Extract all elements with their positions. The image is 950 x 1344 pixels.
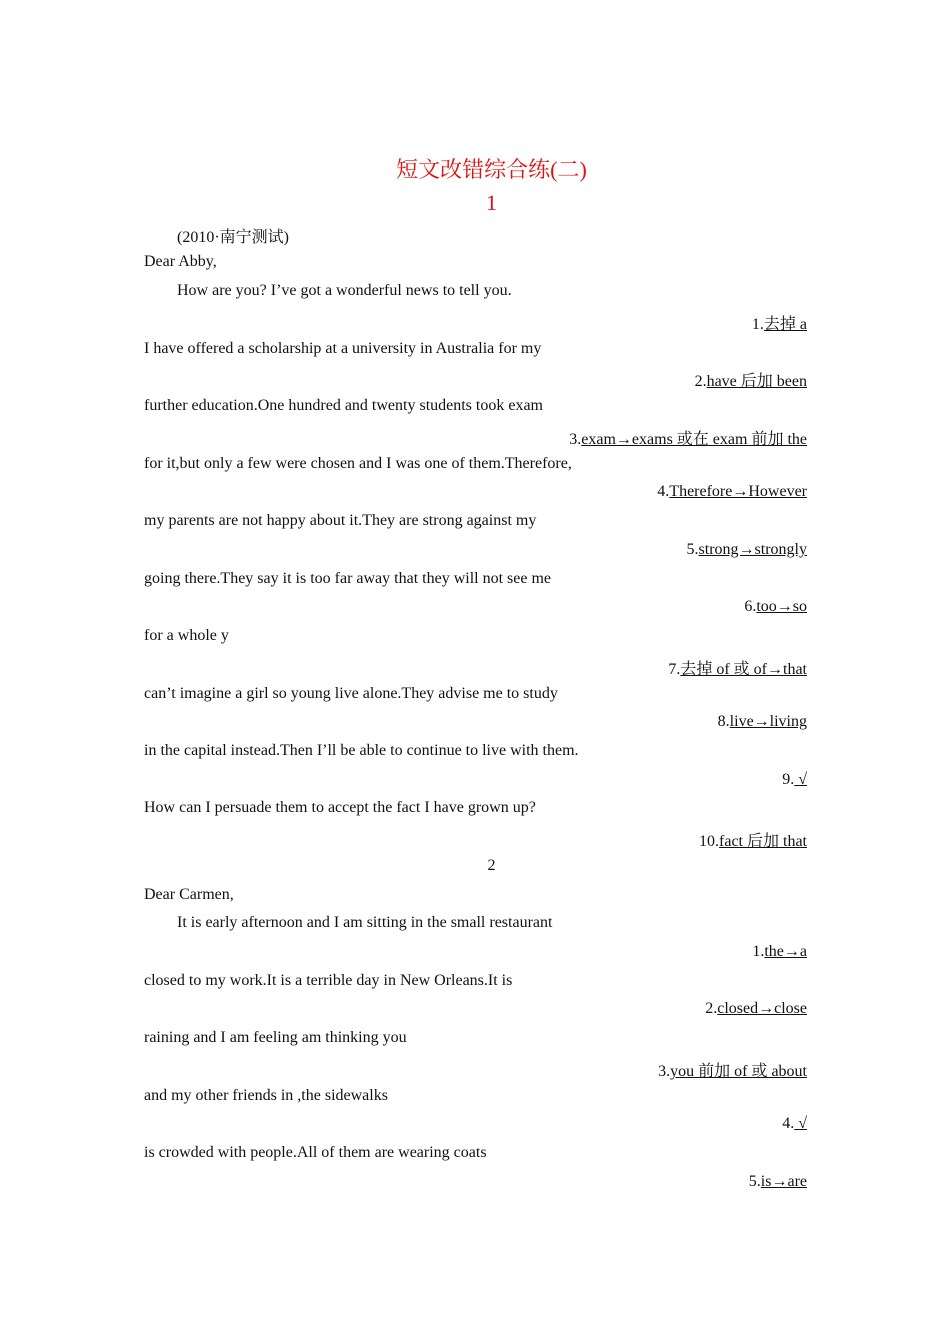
text-line: further education.One hundred and twenty students took exam	[144, 397, 543, 414]
answer-item: 4. √	[782, 1115, 807, 1132]
source-note: (2010·南宁测试)	[177, 229, 289, 246]
text-line: for it,but only a few were chosen and I was one of them.Therefore,	[144, 455, 572, 472]
text-line: closed to my work.It is a terrible day in New Orleans.It is	[144, 972, 513, 989]
text-line: going there.They say it is too far away that they will not see me	[144, 570, 551, 587]
answer-item: 2.closed→close	[705, 1000, 807, 1017]
text-line: in the capital instead.Then I’ll be able to continue to live with them.	[144, 742, 579, 759]
answer-item: 4.Therefore→However	[657, 483, 807, 500]
text-line: How are you? I’ve got a wonderful news to tell you.	[177, 282, 512, 299]
text-line: and my other friends in ,the sidewalks	[144, 1087, 388, 1104]
answer-item: 9. √	[782, 771, 807, 788]
answer-item: 2.have 后加 been	[694, 373, 807, 390]
text-line: raining and I am feeling am thinking you	[144, 1029, 407, 1046]
greeting-2: Dear Carmen,	[144, 886, 234, 903]
answer-item: 1.the→a	[752, 943, 807, 960]
text-line: It is early afternoon and I am sitting in the small restaurant	[177, 914, 553, 931]
greeting-1: Dear Abby,	[144, 253, 217, 270]
answer-item: 5.is→are	[748, 1173, 807, 1190]
answer-item: 7.去掉 of 或 of→that	[668, 661, 807, 678]
section-1-number: 1	[486, 190, 497, 215]
answer-item: 3.exam→exams 或在 exam 前加 the	[569, 431, 807, 448]
answer-item: 10.fact 后加 that	[699, 833, 807, 850]
text-line: my parents are not happy about it.They are strong against my	[144, 512, 537, 529]
text-line: I have offered a scholarship at a university in Australia for my	[144, 340, 542, 357]
text-line: can’t imagine a girl so young live alone.They advise me to study	[144, 685, 558, 702]
section-2-number: 2	[487, 857, 496, 874]
text-line: for a whole y	[144, 627, 229, 644]
answer-item: 3.you 前加 of 或 about	[658, 1063, 807, 1080]
text-line: is crowded with people.All of them are wearing coats	[144, 1144, 487, 1161]
answer-item: 5.strong→strongly	[686, 541, 807, 558]
answer-item: 1.去掉 a	[751, 316, 807, 333]
answer-item: 8.live→living	[717, 713, 807, 730]
answer-item: 6.too→so	[744, 598, 807, 615]
page-title: 短文改错综合练(二)	[396, 157, 587, 182]
text-line: How can I persuade them to accept the fact I have grown up?	[144, 799, 536, 816]
